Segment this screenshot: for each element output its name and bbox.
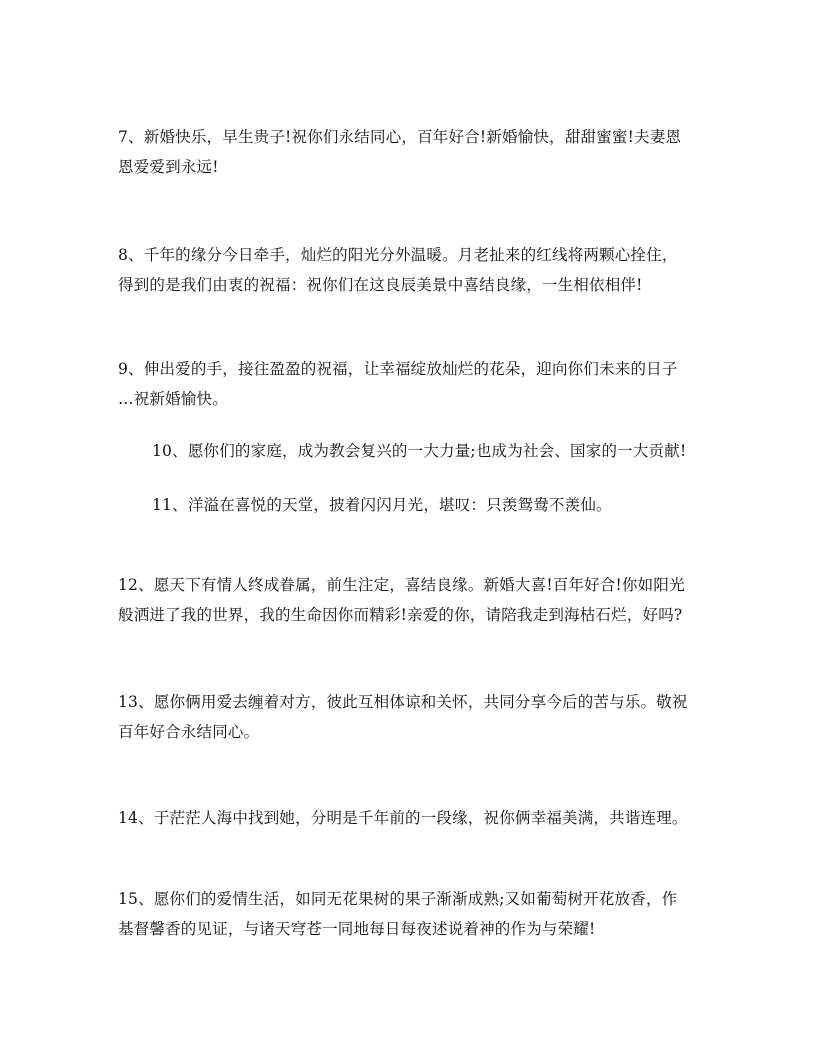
text-line: 14、于茫茫人海中找到她，分明是千年前的一段缘，祝你俩幸福美满，共谐连理。 <box>118 809 688 827</box>
paragraph-11 <box>152 490 742 520</box>
paragraph-10 <box>152 436 742 466</box>
text-line: 15、愿你们的爱情生活，如同无花果树的果子渐渐成熟;又如葡萄树开花放香，作 <box>118 890 678 908</box>
text-line: 7、新婚快乐，早生贵子!祝你们永结同心，百年好合!新婚愉快，甜甜蜜蜜!夫妻恩 <box>118 128 682 146</box>
paragraph-15 <box>118 884 708 944</box>
paragraph-8 <box>118 240 708 300</box>
text-line: …祝新婚愉快。 <box>118 390 228 408</box>
paragraph-7 <box>118 122 708 182</box>
text-line: 基督馨香的见证，与诸天穹苍一同地每日每夜述说着神的作为与荣耀! <box>118 920 596 938</box>
text-line: 13、愿你俩用爱去缠着对方，彼此互相体谅和关怀，共同分享今后的苦与乐。敬祝 <box>118 693 688 711</box>
text-line: 般洒进了我的世界，我的生命因你而精彩!亲爱的你，请陪我走到海枯石烂，好吗? <box>118 606 683 624</box>
paragraph-12 <box>118 570 708 630</box>
paragraph-9 <box>118 354 708 414</box>
paragraph-14 <box>118 803 708 833</box>
text-line: 11、洋溢在喜悦的天堂，披着闪闪月光，堪叹：只羡鸳鸯不羡仙。 <box>152 496 612 514</box>
text-line: 得到的是我们由衷的祝福：祝你们在这良辰美景中喜结良缘，一生相依相伴! <box>118 276 643 294</box>
text-line: 9、伸出爱的手，接往盈盈的祝福，让幸福绽放灿烂的花朵，迎向你们未来的日子 <box>118 360 678 378</box>
text-line: 恩爱爱到永远! <box>118 158 219 176</box>
text-line: 百年好合永结同心。 <box>118 723 260 741</box>
text-line: 8、千年的缘分今日牵手，灿烂的阳光分外温暖。月老扯来的红线将两颗心拴住， <box>118 246 678 264</box>
text-line: 12、愿天下有情人终成眷属，前生注定，喜结良缘。新婚大喜!百年好合!你如阳光 <box>118 576 685 594</box>
text-line: 10、愿你们的家庭，成为教会复兴的一大力量;也成为社会、国家的一大贡献! <box>152 442 687 460</box>
paragraph-13 <box>118 687 708 747</box>
